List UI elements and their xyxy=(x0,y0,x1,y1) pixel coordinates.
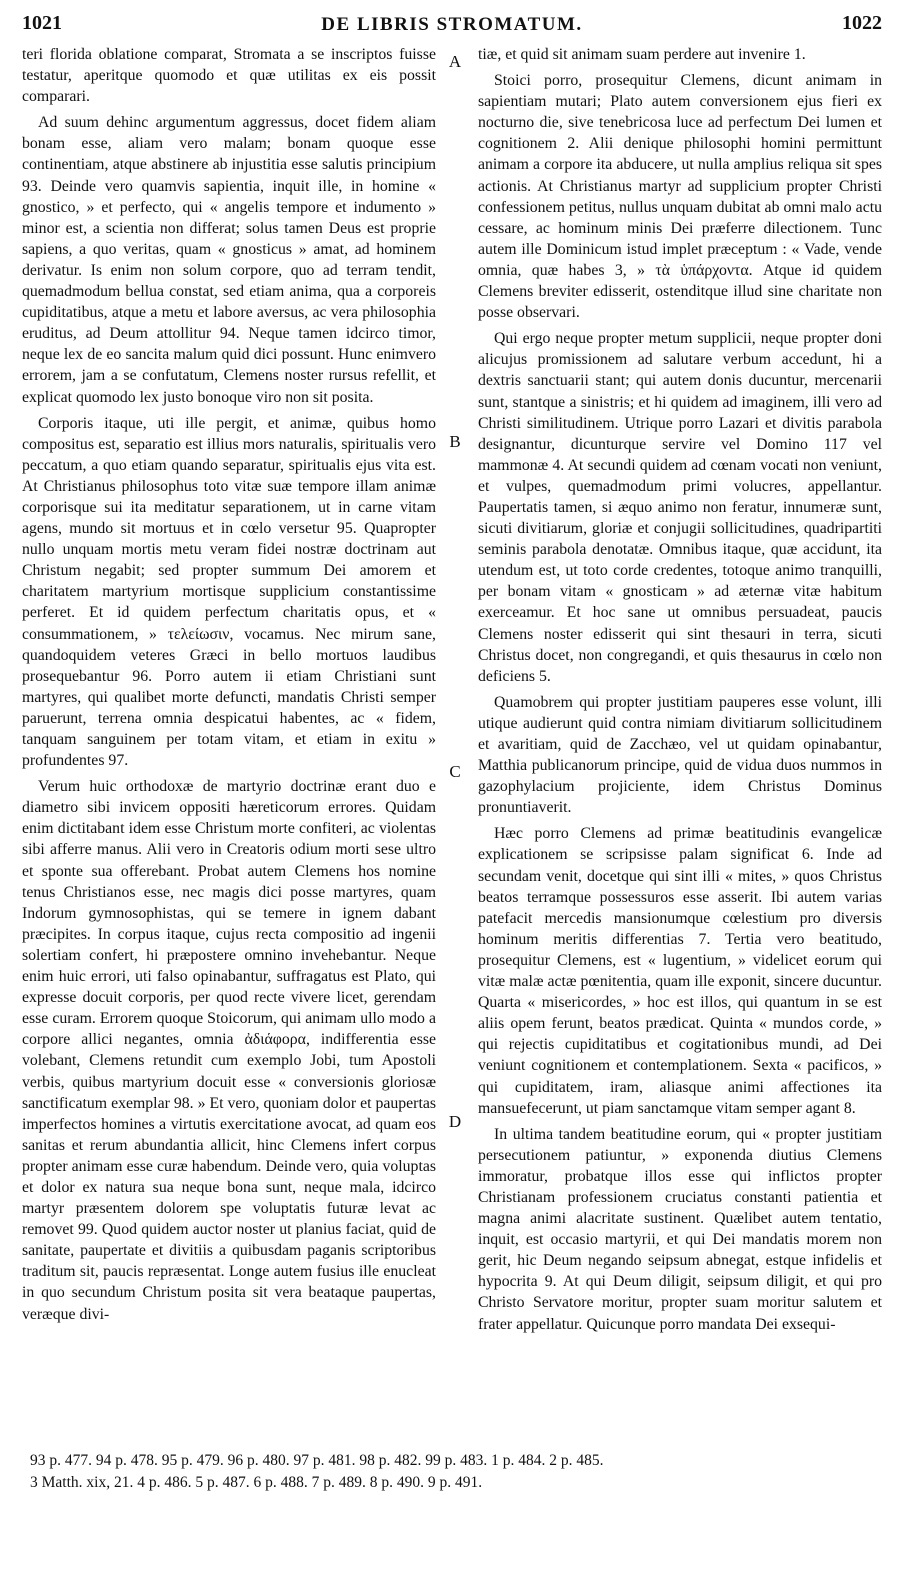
page-number-left: 1021 xyxy=(22,12,62,34)
margin-letter-d: D xyxy=(448,1112,462,1131)
footnotes xyxy=(30,1450,884,1494)
paragraph: tiæ, et quid sit animam suam perdere aut invenire 1. xyxy=(478,46,806,63)
page-header xyxy=(22,12,882,40)
paragraph: Quamobrem qui propter justitiam pauperes esse volunt, illi utique audierunt quid contra nimiam divitiarum sollicitudinem et avaritiam, quid de Zacchæo, vel ut quidam opinabantur, Matthia publicanorum principe, quid de vidua duos nummos in gazophylacium projiciente, idem Christus Dominus pronuntiaverit. xyxy=(478,693,882,817)
paragraph: Verum huic orthodoxæ de martyrio doctrinæ erant duo e diametro sibi invicem oppositi hæreticorum errores. Quidam enim dictitabant idem esse Christum morte confiteri, ac violentas sibi afferre manus. Alii vero in Creatoris odium morti sese ultro et sponte sua offerebant. Probat autem Clemens hos nomine tenus Christianos esse, nec magis dici posse martyres, quam Indorum gymnosophistas, qui se temere in ignem dabant præcipites. In corpus itaque, cujus recta compositio ad ingenii solertiam confert, hi præpostere omnino invehebantur. Neque enim huic errori, uti falso opinabantur, suffragatus est Plato, qui expresse docuit corporis, per quod recte vivere licet, gerendam esse curam. Errorem quoque Stoicorum, qui animam ullo modo a corpore allici negantes, omnia ἀδιάφορα, indifferentia esse volebant, Clemens retundit cum exemplo Jobi, tum Apostoli verbis, quibus martyrium docuit esse « conversionis gloriosæ sanctificatum exemplar 98. » Et vero, quoniam dolor et paupertas imperfectos homines a virtutis exercitatione avocat, ad quam eos sanitas et rerum abundantia allicit, hinc Clemens infert corpus propter animam esse curæ habendum. Deinde vero, quia voluptas et dolor ex natura sua neque bona sunt, neque mala, idcirco martyr præsentem dolorem spe voluptatis futuræ levat ac removet 99. Quod quidem auctor noster ut planius faciat, quid de sanitate, paupertate et divitiis a quibusdam paganis scriptoribus traditum sit, paucis repræsentat. Longe autem fusius ille enucleat in quo secundum Christum posita sit vera beataque paupertas, veræque divi- xyxy=(22,778,436,1323)
paragraph: Qui ergo neque propter metum supplicii, neque propter doni alicujus promissionem ad salutare verbum accedunt, hi a dextris sanctuarii stant; qui autem donis ducuntur, mercenarii sunt, stantque a sinistris; et hi quidem ad imaginem, illi vero ad Christi similitudinem. Utrique porro Lazari et divitis parabola designantur, dicunturque servire vel Domino 117 vel mammonæ 4. At secundi quidem ad cœnam vocati non veniunt, et vulpes, quemadmodum primi volucres, appellantur. Paupertatis tamen, si æquo animo non feratur, innumeræ sunt, sicuti divitiarum, gloriæ et conjugii sollicitudines, quadripartiti seminis parabola denotatæ. Omnibus itaque, quæ accidunt, ita utendum est, ut toto corde credentes, totoque animo tranquilli, per bonam vitam « gnosticam » ad æternæ vitæ habitum exerceamur. Et hoc sane ut omnibus persuadeat, paucis Clemens noster edisserit qui sint thesauri in terra, sicuti Christus docet, non congregandi, et quis thesaurus in cœlo non deficiens 5. xyxy=(478,330,882,685)
paragraph: teri florida oblatione comparat, Stromata a se inscriptos fuisse testatur, aperitque quomodo et quæ utilitas ex eis possit comparari. xyxy=(22,46,436,106)
paragraph: Corporis itaque, uti ille pergit, et animæ, quibus homo compositus est, separatio est illius mors naturalis, spiritualis vero peccatum, a quo etiam quando separatur, spiritualis ejus vita est. At Christianus philosophus toto vitæ suæ tempore illam animæ corporisque sui ita meditatur separationem, ut in carne vitam agens, mundo sit mortuus et in cœlo versetur 95. Quapropter nullo unquam mortis metu veram fidei nostræ doctrinam aut Christum negabit; sed propter summum Dei amorem et charitatem martyrium mortisque supplicium constantissime perferet. Et id quidem perfectum charitatis opus, et « consummationem, » τελείωσιν, vocamus. Nec mirum sane, quandoquidem veteres Græci in bello mortuos laudibus prosequebantur 96. Porro autem ii etiam Christiani sunt martyres, qui qualibet morte defuncti, mandatis Christi semper paruerunt, terrena omnia despicatui habentes, ac « fidem, tanquam sanguinem per totam vitam, et etiam in exitu » profundentes 97. xyxy=(22,414,436,770)
page-number-right: 1022 xyxy=(842,12,882,34)
running-title: DE LIBRIS STROMATUM. xyxy=(321,14,583,35)
paragraph: Hæc porro Clemens ad primæ beatitudinis evangelicæ explicationem se scripsisse palam significat 6. Inde ad secundam venit, docetque qui sint illi « mites, » quos Christus beatos terramque possessuros esse asserit. Ibi autem varias patefacit mercedis mansionumque cœlestium pro diversis hominum meritis differentias 7. Tertia vero beatitudo, prosequitur Clemens, est « lugentium, » videlicet eorum qui vitæ malæ actæ pœnitentia, quam ille exponit, sincere ducuntur. Quarta « misericordes, » hoc est illos, qui quantum in se est aliis opem ferunt, beatos prædicat. Quinta « mundos corde, » qui rejectis cupiditatibus et cogitationibus mundi, ad Dei veniunt cognitionem et contemplationem. Sexta « pacificos, » qui cupiditatem, iram, aliasque animi affectiones ita mansuefecerunt, ut piam sanctamque vitam semper agant 8. xyxy=(478,825,882,1117)
footnote-line: 3 Matth. xix, 21. 4 p. 486. 5 p. 487. 6 p. 488. 7 p. 489. 8 p. 490. 9 p. 491. xyxy=(30,1474,483,1491)
margin-letter-b: B xyxy=(449,432,461,451)
right-column xyxy=(478,44,882,1340)
margin-letter-c: C xyxy=(449,762,461,781)
footnote-line: 93 p. 477. 94 p. 478. 95 p. 479. 96 p. 480. 97 p. 481. 98 p. 482. 99 p. 483. 1 p. 484. 2 p. 485. xyxy=(30,1452,604,1469)
paragraph: Stoici porro, prosequitur Clemens, dicunt animam in sapientiam mutari; Plato autem conversionem ejus fieri ex nocturno die, sive tenebricosa luce ad perfectum Dei lumen et cognitionem 2. Alii denique philosophi homini permittunt animam a corpore ita abducere, ut nulla amplius reliqua sit spes actionis. At Christianus martyr ad supplicium propter Christi confessionem petitus, nullus unquam dubitat ab omni malo actu cessare, ac hominum minis Dei præferre dilectionem. Tunc autem ille Dominicum istud implet præceptum : « Vade, vende omnia, quæ habes 3, » τὰ ὑπάρχοντα. Atque id quidem Clemens breviter edisserit, ostenditque illud sine charitate non posse observari. xyxy=(478,72,882,322)
left-column xyxy=(22,44,436,1330)
paragraph: In ultima tandem beatitudine eorum, qui « propter justitiam persecutionem patiuntur, » exponenda diutius Clemens immoratur, probatque illos esse qui inflictos propter Christianam professionem cruciatus constanti patientia et magna animi alacritate sustinent. Quælibet autem tentatio, inquit, est occasio martyrii, et qui Dei mandatis morem non gerit, hic Deum negando seipsum abnegat, estque infidelis et hypocrita 9. At qui Deum diligit, seipsum diligit, et qui pro Christo Servatore moritur, propter suam moritur salutem et frater appellatur. Quicunque porro mandata Dei exsequi- xyxy=(478,1125,882,1333)
paragraph: Ad suum dehinc argumentum aggressus, docet fidem aliam bonam esse, aliam vero malam; bonam quoque esse continentiam, atque abstinere ab injustitia esse salutis principium 93. Deinde vero quamvis sapientia, inquit ille, in homine « gnostico, » et perfecto, qui « angelis tempore et indumento » minor est, a scientia non differat; solus tamen Deus est proprie sapiens, a quo veritas, quam « gnosticus » amat, ad hominem derivatur. Is enim non solum corpore, quo ad terram tendit, quemadmodum bellua constat, sed etiam anima, qua a corporeis cupiditatibus, atque a metu et labore aversus, ac vera philosophia eruditus, ad Deum attollitur 94. Neque tamen idcirco timor, neque lex de eo sancita malum quid dici possunt. Hunc enimvero errorem, jam a se confutatum, Clemens noster rursus refellit, et explicat quomodo lex justo bonoque viro non sit posita. xyxy=(22,114,436,406)
margin-letter-a: A xyxy=(448,52,462,71)
